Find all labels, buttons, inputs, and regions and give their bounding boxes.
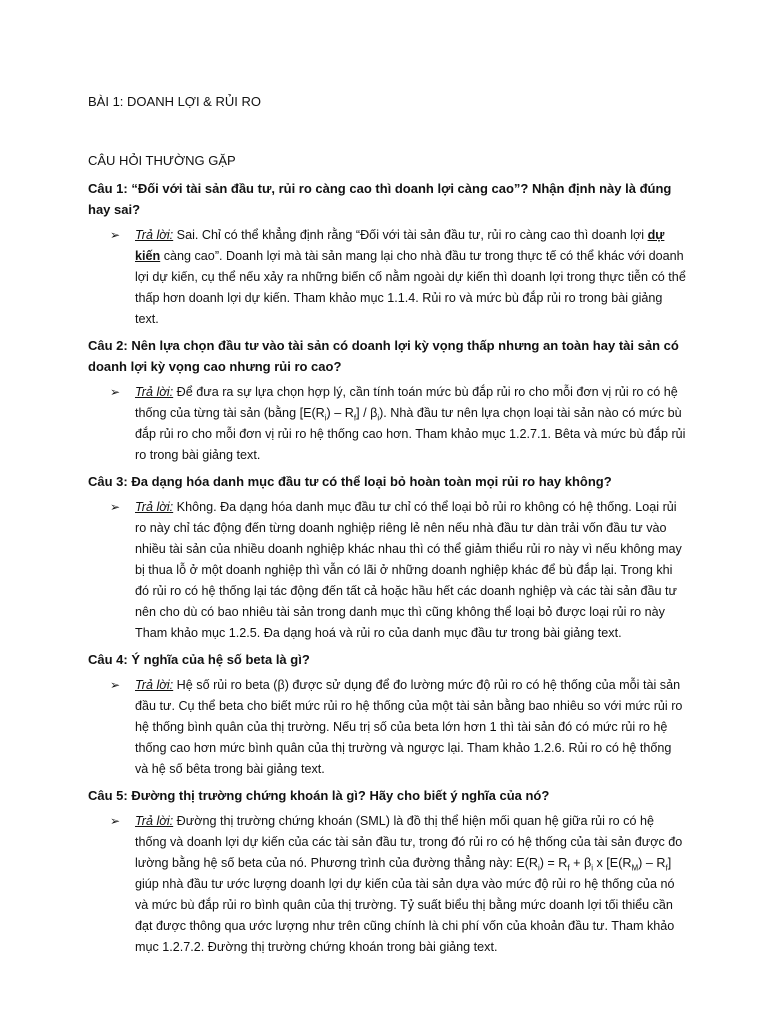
subscript: f [353, 413, 357, 423]
subscript: i [591, 863, 594, 873]
answer-5-part: x [E(R [593, 856, 632, 870]
subscript: f [665, 863, 668, 873]
question-5: Câu 5: Đường thị trường chứng khoán là gì? Hãy cho biết ý nghĩa của nó? [88, 788, 550, 803]
answer-1-text [135, 225, 688, 330]
answer-1-emphasis: dự kiến [135, 228, 665, 263]
answer-5-part: + β [569, 856, 592, 870]
answer-5-part: ] giúp nhà đầu tư ước lượng doanh lợi dự kiến của tài sản dựa vào mức độ rủi ro hệ thống của nó và mức bù đắp rủi ro bình quân của thị trường. Tỷ suất biểu thị bằng mức doanh lợi tối thiểu cần đạt được thông qua ước lượng như trên cũng chính là chi phí vốn của khoản đầu tư. Tham khảo mục 1.2.7.2. Đường thị trường chứng khoán trong bài giảng text. [135, 856, 675, 954]
answer-3-text [135, 497, 688, 644]
answer-2-text [135, 382, 688, 466]
question-4: Câu 4: Ý nghĩa của hệ số beta là gì? [88, 652, 310, 667]
arrow-bullet-icon: ➢ [110, 678, 121, 692]
answer-2 [110, 382, 688, 466]
answer-1-part: Sai. Chỉ có thể khẳng định rằng “Đối với tài sản đầu tư, rủi ro càng cao thì doanh lợi [173, 228, 648, 242]
answer-lead: Trả lời: [135, 500, 174, 514]
arrow-bullet-icon: ➢ [110, 385, 121, 399]
subscript: M [631, 863, 639, 873]
answer-1-part: càng cao”. Doanh lợi mà tài sản mang lại cho nhà đầu tư trong thực tế có thể khác với doanh lợi dự kiến, cụ thể nếu xảy ra những biến cố nằm ngoài dự kiến thì doanh lợi trong thực tiễn có thể thấp hơn doanh lợi dự kiến. Tham khảo mục 1.1.4. Rủi ro và mức bù đắp rủi ro trong bài giảng text. [135, 249, 686, 326]
arrow-bullet-icon: ➢ [110, 228, 121, 242]
answer-5-part: ) = R [539, 856, 568, 870]
answer-4-text [135, 675, 688, 780]
subscript: i [324, 413, 327, 423]
answer-5-part: Đường thị trường chứng khoán (SML) là đồ thị thể hiện mối quan hệ giữa rủi ro có hệ thống và doanh lợi dự kiến của các tài sản đầu tư, trong đó rủi ro có hệ thống của tài sản được đo lường bằng hệ số beta của nó. Phương trình của đường thẳng này: E(R [135, 814, 683, 870]
answer-5-part: ) – R [638, 856, 666, 870]
answer-4-part: Hệ số rủi ro beta (β) được sử dụng để đo lường mức độ rủi ro có hệ thống của mỗi tài sản đầu tư. Cụ thể beta cho biết mức rủi ro hệ thống của một tài sản bằng bao nhiêu so với mức rủi ro hệ thống bình quân của thị trường. Nếu trị số của beta lớn hơn 1 thì tài sản đó có mức rủi ro hệ thống cao hơn mức bình quân của thị trường và ngược lại. Tham khảo 1.2.6. Rủi ro có hệ thống và hệ số bêta trong bài giảng text. [135, 678, 683, 776]
document-title: BÀI 1: DOANH LỢI & RỦI RO [88, 94, 261, 109]
answer-3 [110, 497, 688, 644]
subscript: f [567, 863, 570, 873]
answer-2-part: ] / β [356, 406, 378, 420]
answer-lead: Trả lời: [135, 814, 174, 828]
subscript: i [377, 413, 380, 423]
answer-4 [110, 675, 688, 780]
answer-lead: Trả lời: [135, 678, 174, 692]
subscript: i [537, 863, 540, 873]
section-heading: CÂU HỎI THƯỜNG GẶP [88, 153, 236, 168]
question-2: Câu 2: Nên lựa chọn đầu tư vào tài sản có doanh lợi kỳ vọng thấp nhưng an toàn hay tài sản có doanh lợi kỳ vọng cao nhưng rủi ro cao? [88, 338, 679, 374]
arrow-bullet-icon: ➢ [110, 814, 121, 828]
answer-2-part: ) – R [326, 406, 354, 420]
arrow-bullet-icon: ➢ [110, 500, 121, 514]
answer-5-text [135, 811, 688, 958]
question-1: Câu 1: “Đối với tài sản đầu tư, rủi ro càng cao thì doanh lợi càng cao”? Nhận định này là đúng hay sai? [88, 181, 672, 217]
answer-3-part: Không. Đa dạng hóa danh mục đầu tư chỉ có thể loại bỏ rủi ro không có hệ thống. Loại rủi ro này chỉ tác động đến từng doanh nghiệp riêng lẻ nên nếu nhà đầu tư dàn trải vốn đầu tư vào nhiều tài sản của nhiều doanh nghiệp khác nhau thì có thể giảm thiểu rủi ro này vì nếu không may bị thua lỗ ở một doanh nghiệp thì vẫn có lãi ở những doanh nghiệp khác để bù đắp lại. Trong khi đó rủi ro có hệ thống lại tác động đến tất cả hoặc hầu hết các doanh nghiệp và các tài sản đầu tư nên cho dù có bao nhiêu tài sản trong danh mục thì cũng không thể loại bỏ được loại rủi ro này Tham khảo mục 1.2.5. Đa dạng hoá và rủi ro của danh mục đầu tư trong bài giảng text. [135, 500, 682, 640]
answer-1 [110, 225, 688, 330]
answer-2-part: ). Nhà đầu tư nên lựa chọn loại tài sản nào có mức bù đắp rủi ro cho mỗi đơn vị rủi ro hệ thống cao hơn. Tham khảo mục 1.2.7.1. Bêta và mức bù đắp rủi ro trong bài giảng text. [135, 406, 686, 462]
question-3: Câu 3: Đa dạng hóa danh mục đầu tư có thể loại bỏ hoàn toàn mọi rủi ro hay không? [88, 474, 612, 489]
answer-lead: Trả lời: [135, 385, 174, 399]
answer-lead: Trả lời: [135, 228, 174, 242]
answer-2-part: Để đưa ra sự lựa chọn hợp lý, cần tính toán mức bù đắp rủi ro cho mỗi đơn vị rủi ro có hệ thống của từng tài sản (bằng [E(R [135, 385, 678, 420]
answer-5 [110, 811, 688, 958]
